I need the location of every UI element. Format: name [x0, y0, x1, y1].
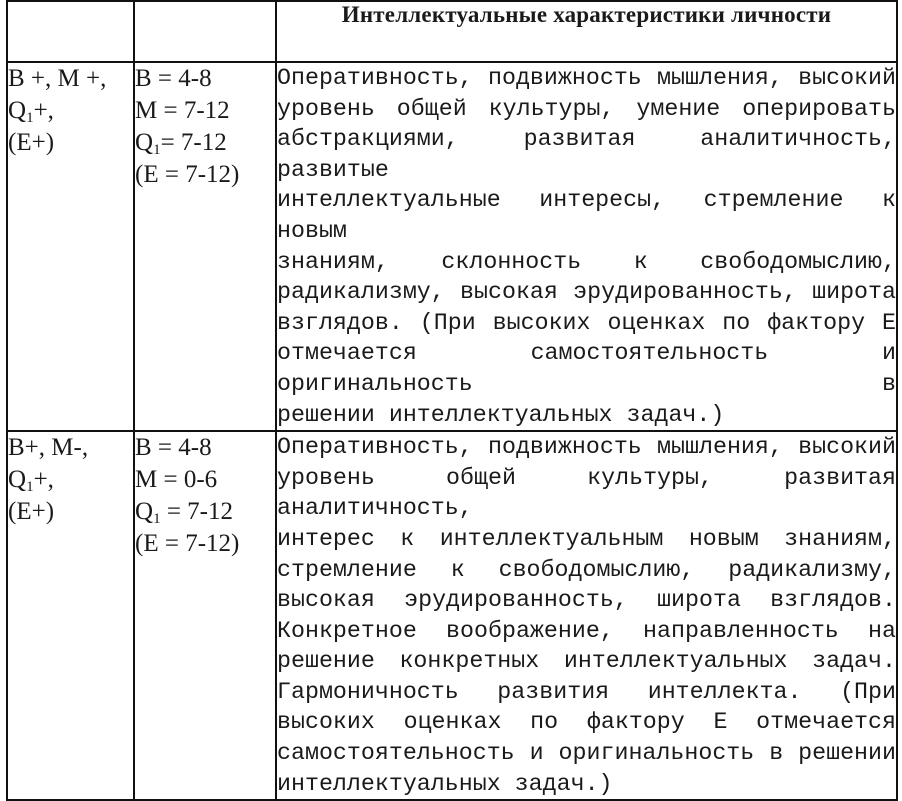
description-line: Оперативность, подвижность мышления, высокий [277, 434, 896, 461]
description-line: высоких оценках по фактору Е отмечается [277, 709, 896, 736]
description-line: интеллектуальных задач.) [277, 770, 613, 797]
description-line: знаниям, склонность к свободомыслию, [277, 248, 896, 275]
description-line: взглядов. (При высоких оценках по фактору Е [277, 309, 896, 336]
header-range-cell [134, 1, 276, 62]
factor-line: $Q_1+$, [8, 466, 54, 496]
range-line: M = 7-12 [135, 97, 230, 124]
description-line: интеллектуальные интересы, стремление к новым [277, 187, 896, 244]
description-line: уровень общей культуры, развитая аналитичность, [277, 464, 896, 522]
factor-line: (E+) [8, 498, 55, 526]
range-line: $Q_1 = 7-12$ [135, 498, 233, 528]
table-row [7, 62, 897, 431]
table-row [7, 431, 897, 800]
range-cell [134, 62, 276, 431]
range-line: B = 4-8 [135, 65, 212, 92]
description-cell [276, 431, 897, 800]
header-factor-cell [7, 1, 134, 62]
description-cell [276, 62, 897, 431]
factor-line: B +, M +, [8, 65, 107, 92]
range-line: $Q_1= 7-12$ [135, 129, 227, 158]
description-line: решение конкретных интеллектуальных задач. [277, 648, 896, 675]
range-line: M = 0-6 [135, 466, 218, 494]
factor-line: $Q_1+$, [8, 97, 54, 126]
factor-cell [7, 431, 134, 800]
description-line: радикализму, высокая эрудированность, широта [277, 279, 896, 306]
description-line: отмечается самостоятельность и оригинальность в [277, 340, 896, 397]
factor-line: (E+) [8, 129, 55, 156]
description-line: стремление к свободомыслию, радикализму, [277, 556, 896, 583]
description-line: интерес к интеллектуальным новым знаниям, [277, 525, 896, 552]
range-line: (E = 7-12) [135, 161, 240, 188]
description-line: Гармоничность развития интеллекта. (При [277, 678, 896, 705]
traits-table [6, 0, 898, 801]
range-line: B = 4-8 [135, 434, 212, 462]
factor-line: B+, M-, [8, 434, 89, 462]
factor-cell [7, 62, 134, 431]
description-line: уровень общей культуры, умение оперировать [277, 95, 896, 122]
description-line: Оперативность, подвижность мышления, высокий [277, 65, 896, 91]
description-line: решении интеллектуальных задач.) [277, 401, 725, 428]
table-header-row [7, 1, 897, 62]
description-line: Конкретное воображение, направленность на [277, 617, 896, 644]
description-line: абстракциями, развитая аналитичность, развитые [277, 126, 896, 183]
description-line: высокая эрудированность, широта взглядов. [277, 587, 896, 614]
header-title-cell: Интеллектуальные характеристики личности [276, 1, 897, 62]
range-cell [134, 431, 276, 800]
description-line: самостоятельность и оригинальность в решении [277, 740, 896, 767]
range-line: (E = 7-12) [135, 530, 240, 558]
